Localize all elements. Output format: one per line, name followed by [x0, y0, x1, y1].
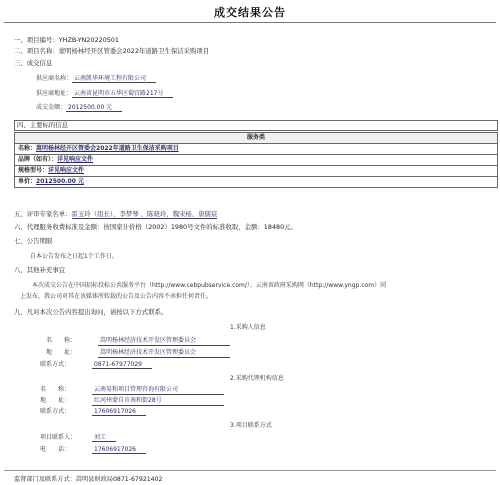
footer-divider: [4, 470, 496, 471]
project-contact-person-line: 项目联系人： 刘工: [40, 434, 116, 442]
purchaser-address: 嵩明杨林经济技术开发区管理委员会: [98, 349, 230, 358]
agency-phone-line: 联系方式： 17606917026: [40, 408, 146, 416]
other-matters-line1: 本次成交公告在中国招标投标公共服务平台（http://www.cebpubservice.com/）、云南省政府采购网（http://www.yngp.com）同: [32, 282, 387, 289]
agency-fee-line: 六、代理服务收费标准及金额：按国家计价格（2002）1980号文件的标准收取，金额：18480元。: [14, 223, 297, 231]
table-head: 服务类: [15, 133, 498, 144]
notice-period-heading: 七、公告期限: [14, 237, 53, 245]
supplier-label: 供应商名称：: [36, 75, 73, 82]
table-row: 品牌（如有）：详见响应文件: [15, 155, 498, 166]
supplier-address-label: 供应商地址：: [36, 90, 73, 97]
experts-label: 五、评审专家名单：: [14, 210, 72, 218]
agency-phone: 17606917026: [92, 408, 146, 416]
title-divider: [4, 22, 496, 23]
deal-amount: 2012500.00 元: [66, 104, 122, 112]
deal-amount-label: 成交金额：: [36, 104, 67, 111]
other-matters-line2: 上发布，我公司对其在该媒体所转载的公告及公告内容不承担任何责任。: [20, 293, 213, 300]
project-name-line: [14, 47, 209, 55]
project-contact-person: 刘工: [92, 434, 116, 442]
contact-heading: 九、凡对本次公告内容提出询问，请按以下方式联系。: [14, 308, 168, 316]
purchaser-name-line: 名 称： 嵩明杨林经济技术开发区管理委员会: [46, 337, 230, 346]
project-number: YHZB-YN20220501: [58, 36, 119, 44]
table-row: 名称：嵩明杨林经开区管委会2022年道路卫生保洁采购项目: [15, 144, 498, 155]
subject-name: 嵩明杨林经开区管委会2022年道路卫生保洁采购项目: [36, 145, 179, 152]
project-number-line: [14, 36, 119, 44]
main-subject-heading: 四、主要标的信息: [14, 120, 498, 131]
project-contact-title: 3.项目联系方式: [230, 422, 272, 429]
purchaser-address-line: 地 址： 嵩明杨林经济技术开发区管理委员会: [46, 349, 230, 358]
project-number-label: 一、项目编号：: [14, 36, 59, 44]
project-name-label: 二、项目名称：: [14, 47, 59, 55]
table-row: 单价：2012500.00 元: [15, 177, 498, 188]
experts-names: 雷玉玲（组长）、李梦琴 、陈晓玲、魏宋杨、唐儒宸: [71, 210, 218, 218]
supervision-contact: 嵩明县财政局0871-67921402: [75, 476, 163, 483]
page-title: 成交结果公告: [214, 6, 286, 19]
project-contact-phone: 17606917026: [92, 446, 146, 454]
agency-address-line: 地 址： 红河州蒙自市南和街28号: [40, 397, 224, 406]
supplier-address-line: [36, 90, 173, 98]
agency-name-line: 名 称： 云南易和项目管理咨询有限公司: [40, 386, 224, 395]
supplier-name: 云南凯华环境工程有限公司: [72, 75, 156, 83]
project-name: 蒙明杨林经开区管委会2022年道路卫生保洁采购项目: [58, 47, 210, 55]
agency-info-title: 2.采购代理机构信息: [230, 375, 284, 382]
subject-table: [14, 132, 498, 188]
deal-info-heading: 三、成交信息: [14, 59, 53, 67]
subject-spec: 详见响应文件: [48, 167, 85, 174]
supplier-address: 云南省昆明市五华区蜀宫路217号: [72, 90, 173, 98]
purchaser-phone-line: 联系方式： 0871-67977029: [40, 361, 152, 369]
deal-amount-line: [36, 104, 122, 112]
purchaser-phone: 0871-67977029: [92, 361, 152, 369]
supervision-line: [14, 474, 162, 483]
subject-price: 2012500.00 元: [36, 178, 84, 185]
other-matters-heading: 八、其他补充事宜: [14, 266, 66, 274]
table-row: 规格型号：详见响应文件: [15, 166, 498, 177]
notice-period-text: 自本公告发布之日起1个工作日。: [30, 253, 118, 260]
experts-line: [14, 210, 217, 218]
purchaser-name: 嵩明杨林经济技术开发区管理委员会: [98, 337, 230, 346]
agency-name: 云南易和项目管理咨询有限公司: [92, 386, 224, 395]
subject-brand: 详见响应文件: [57, 156, 94, 163]
supervision-label: 监督部门及联系方式：: [14, 476, 76, 483]
supplier-line: [36, 75, 156, 83]
purchaser-info-title: 1.采购人信息: [230, 324, 266, 331]
agency-address: 红河州蒙自市南和街28号: [92, 397, 224, 406]
project-contact-phone-line: 电 话： 17606917026: [40, 446, 146, 454]
